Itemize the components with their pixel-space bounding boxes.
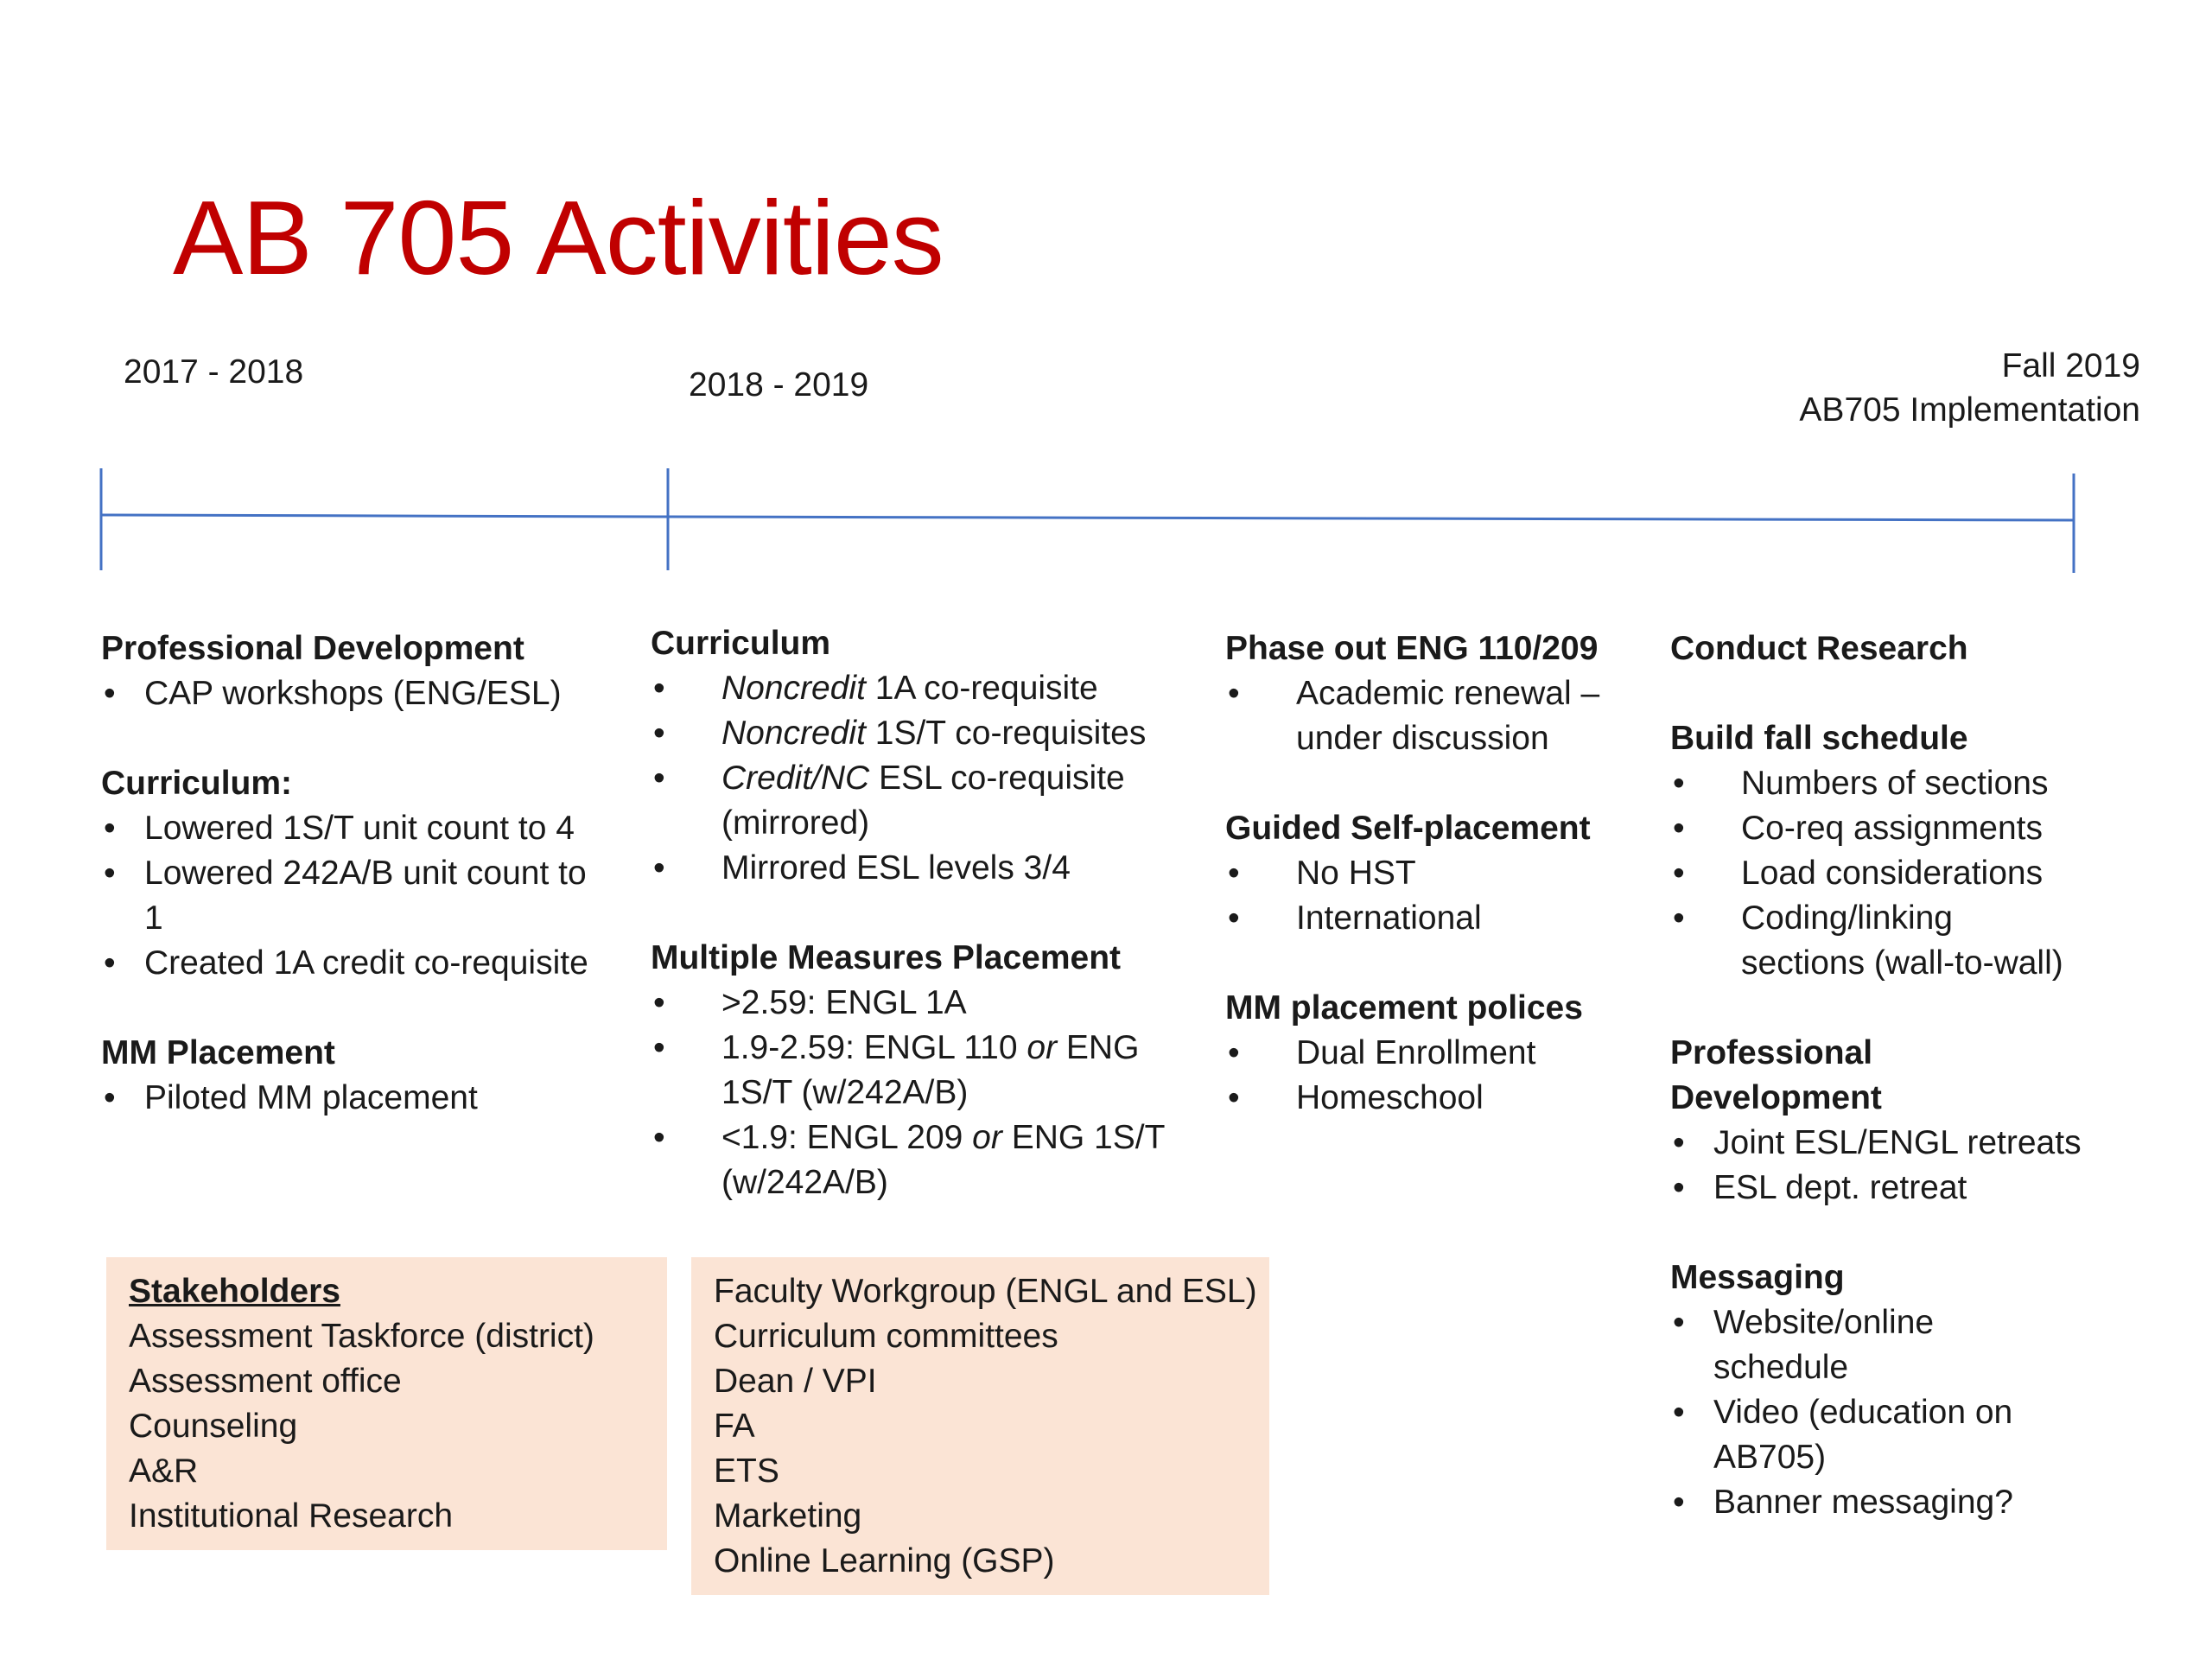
list-item <box>651 666 1204 711</box>
column4-list-professional-development <box>1670 1121 2085 1211</box>
stakeholder-item: FA <box>714 1408 755 1445</box>
list-item: • Load considerations <box>1670 851 2085 896</box>
stakeholder-item: Dean / VPI <box>714 1363 877 1400</box>
column1-list-mm-placement <box>101 1076 611 1121</box>
list-item-emphasis: Credit/NC <box>721 760 870 797</box>
stakeholders-heading: Stakeholders <box>129 1273 340 1310</box>
list-item-text: 1A co-requisite <box>865 670 1098 707</box>
list-item <box>651 711 1204 756</box>
column1-heading-mm-placement: MM Placement <box>101 1034 335 1071</box>
list-item: • Academic renewal – under discussion <box>1225 671 1631 761</box>
stakeholder-item: Faculty Workgroup (ENGL and ESL) <box>714 1273 1257 1310</box>
list-item: • Created 1A credit co-requisite <box>101 941 611 986</box>
period-label-fall-2019 <box>1799 344 2140 433</box>
stakeholders-box-1 <box>106 1257 667 1550</box>
column3-list-mm-placement-polices <box>1225 1031 1631 1121</box>
column3-heading-mm-placement-polices: MM placement polices <box>1225 989 1583 1027</box>
column4-heading-messaging: Messaging <box>1670 1259 1845 1296</box>
list-item: • Piloted MM placement <box>101 1076 611 1121</box>
list-item <box>651 1116 1204 1205</box>
period-label-2018-2019: 2018 - 2019 <box>689 366 869 404</box>
column2-heading-multiple-measures-placement: Multiple Measures Placement <box>651 939 1122 976</box>
list-item-text: ENG 1S/T (w/242A/B) <box>721 1029 1140 1111</box>
column-2017-2018 <box>101 626 611 1121</box>
list-item-text: 1S/T co-requisites <box>865 715 1147 752</box>
column4-list-messaging <box>1670 1300 2016 1525</box>
column2-heading-curriculum: Curriculum <box>651 625 831 662</box>
column3-heading-phase-out: Phase out ENG 110/209 <box>1225 630 1599 667</box>
list-item <box>651 846 1204 891</box>
stakeholder-item: Assessment office <box>129 1363 402 1400</box>
period-label-fall-2019-line2: AB705 Implementation <box>1799 391 2140 429</box>
stakeholder-item: A&R <box>129 1452 199 1490</box>
list-item <box>651 1026 1204 1116</box>
list-item <box>651 981 1204 1026</box>
column-2018-2019 <box>651 621 1204 1205</box>
list-item-emphasis: Noncredit <box>721 715 866 752</box>
list-item: • No HST <box>1225 851 1631 896</box>
timeline-segment-2018-2019 <box>668 517 2074 520</box>
list-item: • Joint ESL/ENGL retreats <box>1670 1121 2085 1166</box>
column1-heading-curriculum: Curriculum: <box>101 765 293 802</box>
slide-title: AB 705 Activities <box>173 179 944 296</box>
list-item: • Video (education on AB705) <box>1670 1390 2016 1480</box>
stakeholder-item: Curriculum committees <box>714 1318 1058 1355</box>
column2-list-curriculum <box>651 666 1204 891</box>
list-item: • Homeschool <box>1225 1076 1631 1121</box>
column3-list-phase-out <box>1225 671 1631 761</box>
list-item: • Co-req assignments <box>1670 806 2085 851</box>
stakeholder-item: Online Learning (GSP) <box>714 1542 1055 1580</box>
list-item-emphasis: Noncredit <box>721 670 866 707</box>
column1-list-curriculum <box>101 806 611 986</box>
list-item: • Website/online schedule <box>1670 1300 2016 1390</box>
column4-heading-build-fall-schedule: Build fall schedule <box>1670 720 1968 757</box>
column3-heading-guided-self-placement: Guided Self-placement <box>1225 810 1591 847</box>
list-item: • CAP workshops (ENG/ESL) <box>101 671 611 716</box>
list-item-text: ENG 1S/T (w/242A/B) <box>721 1119 1165 1201</box>
list-item: • Numbers of sections <box>1670 761 2085 806</box>
column1-heading-professional-development: Professional Development <box>101 630 524 667</box>
stakeholder-item: ETS <box>714 1452 779 1490</box>
column4-heading-conduct-research: Conduct Research <box>1670 630 1968 667</box>
list-item: • Lowered 242A/B unit count to 1 <box>101 851 611 941</box>
stakeholder-item: Marketing <box>714 1497 862 1535</box>
stakeholder-item: Counseling <box>129 1408 298 1445</box>
timeline-segment-2017-2018 <box>101 515 668 517</box>
list-item: • International <box>1225 896 1631 941</box>
stakeholders-box-2 <box>691 1257 1269 1595</box>
list-item: • Coding/linking sections (wall-to-wall) <box>1670 896 2085 986</box>
period-label-fall-2019-line1: Fall 2019 <box>2001 347 2140 385</box>
list-item: • Lowered 1S/T unit count to 4 <box>101 806 611 851</box>
list-item-text: 1.9-2.59: ENGL 110 <box>721 1029 1027 1066</box>
list-item-text: <1.9: ENGL 209 <box>721 1119 973 1156</box>
column-phase-out <box>1225 626 1631 1121</box>
column2-list-multiple-measures <box>651 981 1204 1205</box>
list-item-emphasis: or <box>1027 1029 1058 1066</box>
column4-heading-professional-development: Professional Development <box>1670 1034 1882 1116</box>
list-item: • Dual Enrollment <box>1225 1031 1631 1076</box>
column4-list-build-fall-schedule <box>1670 761 2085 986</box>
list-item-text: >2.59: ENGL 1A <box>721 984 967 1021</box>
column1-list-professional-development <box>101 671 611 716</box>
column-fall-2019 <box>1670 626 2085 1525</box>
list-item: • Banner messaging? <box>1670 1480 2016 1525</box>
list-item: • ESL dept. retreat <box>1670 1166 2085 1211</box>
stakeholder-item: Institutional Research <box>129 1497 454 1535</box>
column3-list-guided-self-placement <box>1225 851 1631 941</box>
stakeholder-item: Assessment Taskforce (district) <box>129 1318 594 1355</box>
list-item-emphasis: or <box>972 1119 1002 1156</box>
list-item-text: ESL co-requisite (mirrored) <box>721 760 1125 842</box>
list-item <box>651 756 1204 846</box>
list-item-text: Mirrored ESL levels 3/4 <box>721 849 1071 887</box>
period-label-2017-2018: 2017 - 2018 <box>124 353 304 391</box>
